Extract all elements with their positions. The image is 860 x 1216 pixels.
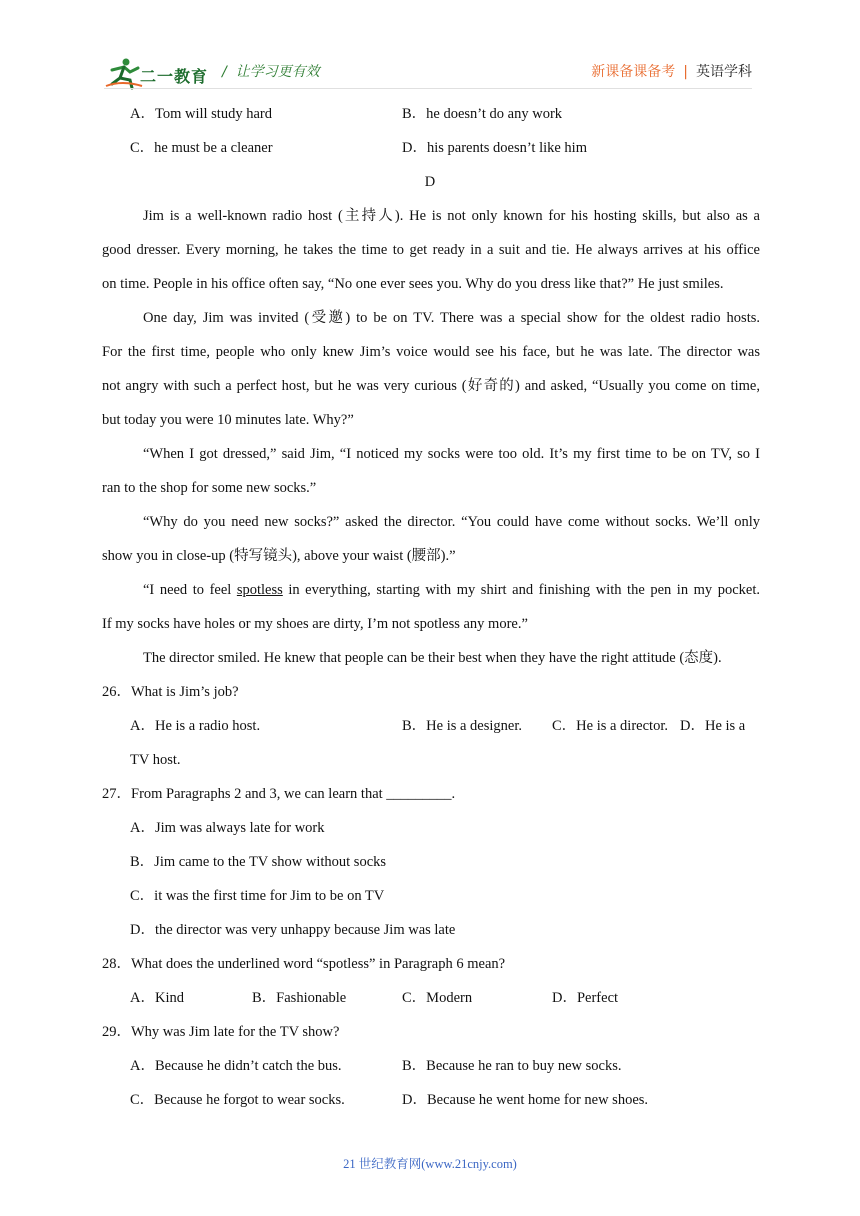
header-divider — [104, 88, 752, 89]
q29-option-a: A．Because he didn’t catch the bus. — [130, 1058, 342, 1074]
header-separator: | — [683, 64, 688, 80]
logo-text: 二一教育 — [140, 67, 209, 86]
header-subject-name: 英语学科 — [696, 64, 752, 80]
passage-p2-line3: not angry with such a perfect host, but he was very curious (好奇的) and asked, “Usually you come on time, — [102, 378, 760, 394]
q27-option-c: C．it was the first time for Jim to be on TV — [130, 888, 385, 904]
q26-option-c: C．He is a director. — [552, 718, 668, 734]
prev-option-c: C．he must be a cleaner — [130, 140, 273, 156]
passage-p5-line1 — [143, 580, 760, 600]
q27-option-b: B．Jim came to the TV show without socks — [130, 854, 387, 870]
prev-option-a: A．Tom will study hard — [130, 106, 272, 122]
page-footer[interactable]: 21 世纪教育网(www.21cnjy.com) — [343, 1157, 517, 1171]
q28-stem: 28．What does the underlined word “spotless” in Paragraph 6 mean? — [102, 956, 506, 972]
passage-p5-line2: If my socks have holes or my shoes are dirty, I’m not spotless any more.” — [102, 616, 528, 632]
q29-option-c: C．Because he forgot to wear socks. — [130, 1092, 345, 1108]
runner-logo-icon — [104, 56, 144, 90]
passage-p1-line2: good dresser. Every morning, he takes the time to get ready in a suit and tie. He always arrives at his office — [102, 242, 760, 258]
section-title: D — [424, 174, 436, 190]
q27-option-d: D．the director was very unhappy because Jim was late — [130, 922, 456, 938]
header-subject — [591, 61, 752, 81]
passage-p1-line3: on time. People in his office often say, “No one ever sees you. Why do you dress like that?” He just smiles. — [102, 276, 724, 292]
slogan-text: 让学习更有效 — [235, 64, 320, 80]
q26-option-a: A．He is a radio host. — [130, 718, 261, 734]
q26-option-d-continued: TV host. — [130, 752, 181, 768]
q29-option-d: D．Because he went home for new shoes. — [402, 1092, 649, 1108]
logo — [104, 56, 214, 90]
underlined-word: spotless — [236, 582, 283, 598]
passage-p5-text-a: “I need to feel — [143, 582, 237, 598]
q27-stem: 27．From Paragraphs 2 and 3, we can learn that _________. — [102, 786, 456, 802]
passage-p2-line1: One day, Jim was invited (受邀) to be on TV. There was a special show for the oldest radio hosts. — [143, 310, 760, 326]
passage-p4-line2: show you in close-up (特写镜头), above your waist (腰部).” — [102, 548, 456, 564]
passage-p4-line1: “Why do you need new socks?” asked the director. “You could have come without socks. We’ll only — [143, 514, 760, 530]
q28-option-c: C．Modern — [402, 990, 473, 1006]
passage-p6-line1: The director smiled. He knew that people can be their best when they have the right attitude (态度). — [143, 650, 722, 666]
q28-option-d: D．Perfect — [552, 990, 619, 1006]
q27-option-a: A．Jim was always late for work — [130, 820, 325, 836]
passage-p2-line2: For the first time, people who only knew Jim’s voice would see his face, but he was late. The director was — [102, 344, 760, 360]
q29-stem: 29．Why was Jim late for the TV show? — [102, 1024, 340, 1040]
prev-option-b: B．he doesn’t do any work — [402, 106, 563, 122]
passage-p1-line1: Jim is a well-known radio host (主持人). He is not only known for his hosting skills, but also as a — [143, 208, 760, 224]
q26-stem: 26．What is Jim’s job? — [102, 684, 239, 700]
q26-option-d: D．He is a — [680, 718, 746, 734]
passage-p3-line2: ran to the shop for some new socks.” — [102, 480, 317, 496]
passage-p2-line4: but today you were 10 minutes late. Why?” — [102, 412, 354, 428]
prev-option-d: D．his parents doesn’t like him — [402, 140, 587, 156]
q28-option-a: A．Kind — [130, 990, 184, 1006]
q29-option-b: B．Because he ran to buy new socks. — [402, 1058, 622, 1074]
passage-p5-text-b: in everything, starting with my shirt and finishing with the pen in my pocket. — [282, 582, 760, 598]
header-course-type: 新课备课备考 — [591, 64, 676, 80]
header-slogan: / 让学习更有效 — [222, 64, 320, 80]
q28-option-b: B．Fashionable — [252, 990, 347, 1006]
passage-p3-line1: “When I got dressed,” said Jim, “I noticed my socks were too old. It’s my first time to be on TV, so I — [143, 446, 760, 462]
q26-option-b: B．He is a designer. — [402, 718, 523, 734]
page-header — [0, 0, 860, 90]
